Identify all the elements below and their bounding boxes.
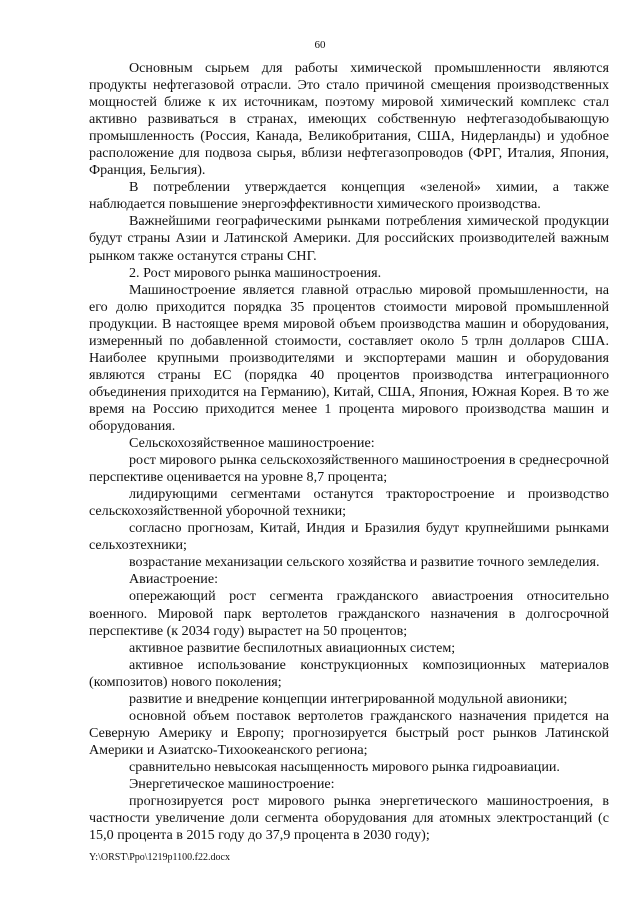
- list-item: прогнозируется рост мирового рынка энергетического машиностроения, в частности увеличение доли сегмента оборудования для атомных электростанций (с 15,0 процента в 2015 году до 37,9 процента в 2030 году);: [89, 793, 609, 844]
- subsection-heading: Энергетическое машиностроение:: [129, 775, 335, 792]
- list-item: возрастание механизации сельского хозяйства и развитие точного земледелия.: [129, 554, 600, 571]
- section-heading: 2. Рост мирового рынка машиностроения.: [129, 264, 382, 281]
- list-item: рост мирового рынка сельскохозяйственного машиностроения в среднесрочной перспективе оценивается на уровне 8,7 процента;: [89, 452, 609, 486]
- list-item: развитие и внедрение концепции интегрированной модульной авионики;: [129, 690, 568, 707]
- document-body: [89, 60, 609, 844]
- list-item: активное использование конструкционных композиционных материалов (композитов) нового поколения;: [89, 656, 609, 690]
- list-item: опережающий рост сегмента гражданского авиастроения относительно военного. Мировой парк вертолетов гражданского назначения в долгосрочной перспективе (к 2034 году) вырастет на 50 процентов;: [89, 588, 609, 639]
- list-item: сравнительно невысокая насыщенность мирового рынка гидроавиации.: [129, 758, 560, 775]
- page-number: 60: [314, 39, 326, 51]
- list-item: лидирующими сегментами останутся тракторостроение и производство сельскохозяйственной уборочной техники;: [89, 486, 609, 520]
- list-item: согласно прогнозам, Китай, Индия и Бразилия будут крупнейшими рынками сельхозтехники;: [89, 520, 609, 554]
- paragraph: Машиностроение является главной отраслью мировой промышленности, на его долю приходится порядка 35 процентов стоимости мировой промышленной продукции. В настоящее время мировой объем производства машин и оборудования, измеренный по добавленной стоимости, составляет около 5 трлн долларов США. Наиболее крупными производителями и экспортерами машин и оборудования являются страны ЕС (порядка 40 процентов производства интеграционного объединения приходится на Германию), Китай, США, Япония, Южная Корея. В то же время на Россию приходится менее 1 процента мирового производства машин и оборудования.: [89, 281, 609, 434]
- subsection-heading: Авиастроение:: [129, 571, 218, 588]
- paragraph: Важнейшими географическими рынками потребления химической продукции будут страны Азии и Латинской Америки. Для российских производителей важным рынком также останутся страны СНГ.: [89, 213, 609, 264]
- subsection-heading: Сельскохозяйственное машиностроение:: [129, 435, 375, 452]
- paragraph: Основным сырьем для работы химической промышленности являются продукты нефтегазовой отрасли. Это стало причиной смещения производственных мощностей ближе к их источникам, поэтому мировой химический комплекс стал активно развиваться в странах, имеющих собственную нефтегазодобывающую промышленность (Россия, Канада, Великобритания, США, Нидерланды) и удобное расположение для подвоза сырья, вблизи нефтегазопроводов (ФРГ, Италия, Япония, Франция, Бельгия).: [89, 60, 609, 179]
- paragraph: В потреблении утверждается концепция «зеленой» химии, а также наблюдается повышение энергоэффективности химического производства.: [89, 179, 609, 213]
- file-path-footer: Y:\ORST\Ppo\1219p1100.f22.docx: [89, 852, 230, 863]
- list-item: основной объем поставок вертолетов гражданского назначения придется на Северную Америку и Европу; прогнозируется быстрый рост рынков Латинской Америки и Азиатско-Тихоокеанского региона;: [89, 707, 609, 758]
- list-item: активное развитие беспилотных авиационных систем;: [129, 639, 456, 656]
